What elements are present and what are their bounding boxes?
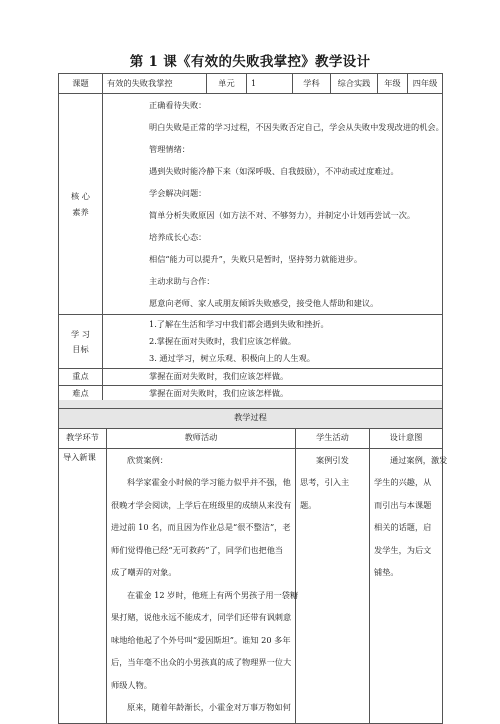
spacer-cell xyxy=(59,400,443,408)
student-line: 题。 xyxy=(300,499,317,510)
objectives-label xyxy=(59,315,103,369)
page-title: 第 1 课《有效的失败我掌控》教学设计 xyxy=(129,54,371,70)
literacy-label xyxy=(59,94,103,315)
process-row-intro xyxy=(59,448,443,723)
literacy-line: 主动求助与合作： xyxy=(149,276,215,286)
student-line: 思考，引入主 xyxy=(300,477,350,487)
col-teacher-header: 教师活动 xyxy=(107,428,296,448)
literacy-line: 学会解决问题： xyxy=(149,188,207,198)
unit-value: 1 xyxy=(247,74,293,94)
teacher-line: 师们觉得他已经“无可救药”了，同学们也把他当 xyxy=(111,544,284,555)
teacher-line: 果打赌，说他永远不能成才，同学们还带有讽刺意 xyxy=(111,612,292,622)
col-step-header: 教学环节 xyxy=(59,428,107,448)
intent-line: 而引出与本课题 xyxy=(374,499,432,510)
literacy-line: 明白失败是正常的学习过程，不因失败否定自己，学会从失败中发现改进的机会。 xyxy=(149,122,444,132)
teacher-line: 科学家霍金小时候的学习能力似乎并不强，他 xyxy=(127,477,291,487)
literacy-content xyxy=(103,94,443,315)
process-heading-row xyxy=(59,408,443,428)
step-cell xyxy=(59,448,107,723)
difficulty-label: 难点 xyxy=(59,386,103,403)
literacy-line: 遇到失败时能冷静下来（如深呼吸、自我鼓励），不冲动或过度难过。 xyxy=(149,166,399,176)
objective-item: 2.掌握在面对失败时，我们应该怎样做。 xyxy=(149,336,296,346)
literacy-line: 管理情绪： xyxy=(149,144,190,154)
subject-value: 综合实践 xyxy=(331,74,378,94)
spacer-row xyxy=(59,400,443,408)
info-row xyxy=(59,74,443,94)
teacher-line: 后，当年毫不出众的小男孩真的成了物理界一位大 xyxy=(111,657,292,667)
objectives-label-line: 目标 xyxy=(72,343,89,354)
literacy-row xyxy=(59,94,443,315)
objectives-label-line: 学 习 xyxy=(71,328,90,339)
objective-item: 3. 通过学习，树立乐观、积极向上的人生观。 xyxy=(149,353,315,363)
process-heading: 教学过程 xyxy=(59,408,443,428)
lesson-label: 课题 xyxy=(59,74,103,94)
difficulty-value: 掌握在面对失败时，我们应该怎样做。 xyxy=(103,386,443,403)
process-header-row xyxy=(59,428,443,448)
literacy-line: 相信“能力可以提升”，失败只是暂时，坚持努力就能进步。 xyxy=(149,254,363,264)
intent-line: 铺垫。 xyxy=(374,567,399,577)
literacy-line: 培养成长心态： xyxy=(149,232,207,242)
grade-value: 四年级 xyxy=(408,74,443,94)
step-label: 导入新课 xyxy=(63,451,96,462)
key-point-label: 重点 xyxy=(59,369,103,386)
key-point-row xyxy=(59,369,443,386)
student-line: 案例引发 xyxy=(316,454,349,465)
literacy-line: 正确看待失败： xyxy=(149,100,207,110)
lesson-value: 有效的失败我掌控 xyxy=(103,74,207,94)
teaching-process-table xyxy=(58,400,448,724)
literacy-line: 愿意向老师、家人或朋友倾诉失败感受，接受他人帮助和建议。 xyxy=(149,298,379,308)
teacher-line: 味地给他起了个外号叫“爱因斯坦”。谁知 20 多年 xyxy=(111,634,291,645)
objectives-row xyxy=(59,315,443,369)
teacher-line: 很晚才学会阅读，上学后在班级里的成绩从来没有 xyxy=(111,499,292,510)
teacher-line: 成了嘲弄的对象。 xyxy=(111,567,177,577)
teacher-line: 欣赏案例： xyxy=(127,454,168,465)
intent-line: 学生的兴趣，从 xyxy=(374,477,432,487)
intent-line: 通过案例，激发 xyxy=(390,454,448,465)
teacher-activity-cell xyxy=(107,448,299,723)
lesson-plan-table xyxy=(58,73,443,403)
grade-label: 年级 xyxy=(378,74,408,94)
literacy-label-line: 素养 xyxy=(72,207,89,217)
col-intent-header: 设计意图 xyxy=(370,428,443,448)
student-activity-cell xyxy=(296,448,370,723)
design-intent-cell xyxy=(370,448,448,723)
teacher-line: 原来，随着年龄渐长，小霍金对万事万物如何 xyxy=(127,702,291,712)
key-point-value: 掌握在面对失败时，我们应该怎样做。 xyxy=(103,369,443,386)
unit-label: 单元 xyxy=(207,74,247,94)
literacy-line: 简单分析失败原因（如方法不对、不够努力），并制定小计划再尝试一次。 xyxy=(149,210,416,220)
objective-item: 1.了解在生活和学习中我们都会遇到失败和挫折。 xyxy=(149,319,329,329)
teacher-line: 师级人物。 xyxy=(111,679,152,690)
teacher-line: 进过前 10 名，而且因为作业总是“很不整洁”，老 xyxy=(111,522,291,532)
col-student-header: 学生活动 xyxy=(296,428,370,448)
intent-line: 发学生，为后文 xyxy=(374,544,432,555)
objectives-content xyxy=(103,315,443,369)
intent-line: 相关的话题，启 xyxy=(374,522,432,532)
teacher-line: 在霍金 12 岁时，他班上有两个男孩子用一袋糖 xyxy=(127,589,299,600)
literacy-label-line: 核 心 xyxy=(71,191,90,201)
subject-label: 学科 xyxy=(293,74,331,94)
